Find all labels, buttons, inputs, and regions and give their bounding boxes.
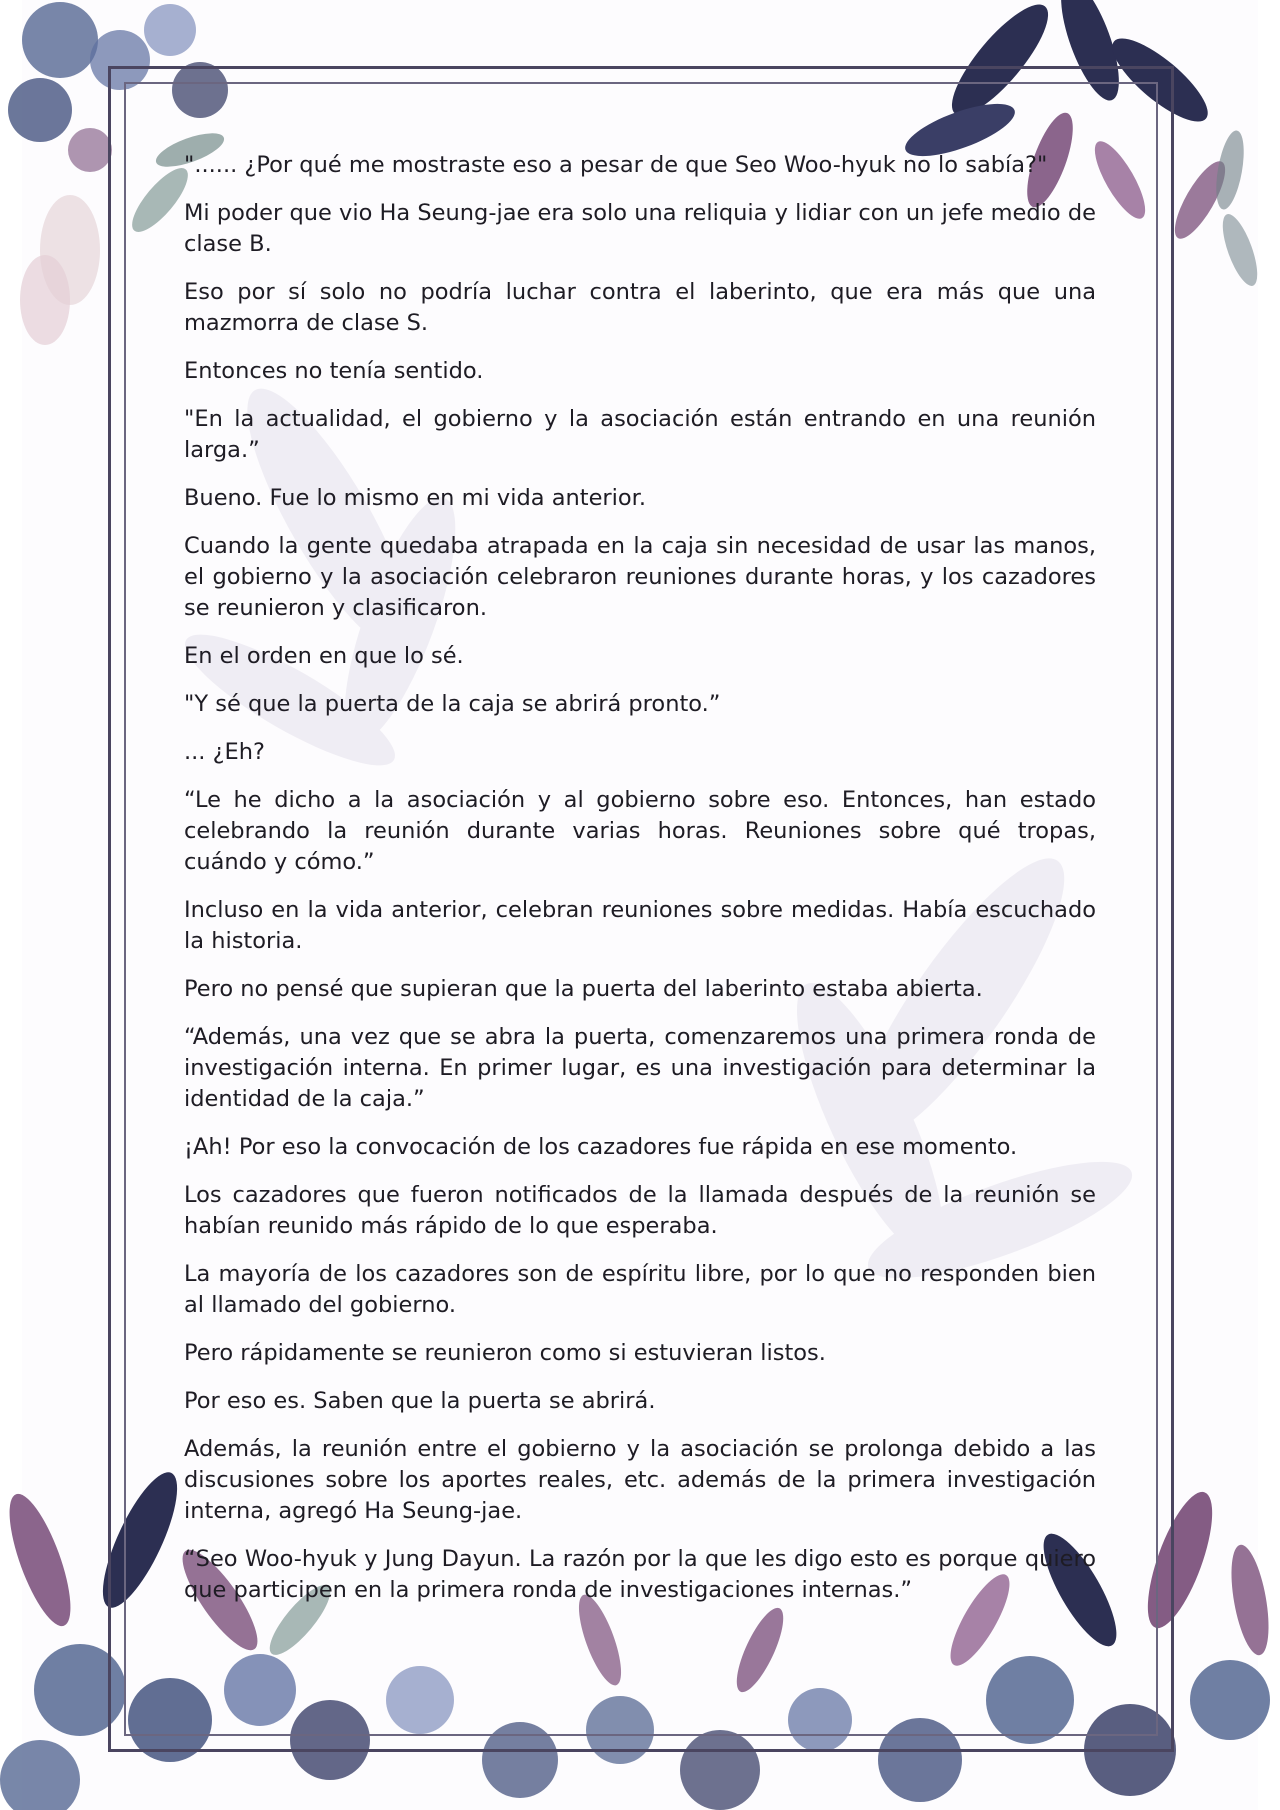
paragraph: "Y sé que la puerta de la caja se abrirá pronto.”: [184, 691, 721, 717]
paragraph: “Seo Woo-hyuk y Jung Dayun. La razón por la que les digo esto es porque quiero que participen en la primera ronda de investigaciones internas.”: [184, 1546, 1096, 1603]
paragraph: Los cazadores que fueron notificados de la llamada después de la reunión se habían reunido más rápido de lo que esperaba.: [184, 1182, 1096, 1239]
body-text: [184, 150, 1096, 1623]
paragraph: ¡Ah! Por eso la convocación de los cazadores fue rápida en ese momento.: [184, 1134, 1018, 1160]
paragraph: Entonces no tenía sentido.: [184, 358, 484, 384]
paragraph: Eso por sí solo no podría luchar contra el laberinto, que era más que una mazmorra de clase S.: [184, 279, 1096, 336]
paragraph: "En la actualidad, el gobierno y la asociación están entrando en una reunión larga.”: [184, 406, 1096, 463]
paragraph: Mi poder que vio Ha Seung-jae era solo una reliquia y lidiar con un jefe medio de clase B.: [184, 200, 1096, 257]
paragraph: “Le he dicho a la asociación y al gobierno sobre eso. Entonces, han estado celebrando la reunión durante varias horas. Reuniones sobre qué tropas, cuándo y cómo.”: [184, 787, 1096, 875]
paragraph: "...... ¿Por qué me mostraste eso a pesar de que Seo Woo-hyuk no lo sabía?": [184, 152, 1048, 178]
paragraph: Bueno. Fue lo mismo en mi vida anterior.: [184, 485, 647, 511]
paragraph: Cuando la gente quedaba atrapada en la caja sin necesidad de usar las manos, el gobierno y la asociación celebraron reuniones durante horas, y los cazadores se reunieron y clasificaron.: [184, 533, 1096, 621]
paragraph: Por eso es. Saben que la puerta se abrirá.: [184, 1388, 656, 1414]
paragraph: Pero no pensé que supieran que la puerta del laberinto estaba abierta.: [184, 976, 983, 1002]
paragraph: Además, la reunión entre el gobierno y la asociación se prolonga debido a las discusiones sobre los aportes reales, etc. además de la primera investigación interna, agregó Ha Seung-jae.: [184, 1436, 1096, 1524]
paragraph: En el orden en que lo sé.: [184, 643, 464, 669]
paragraph: La mayoría de los cazadores son de espíritu libre, por lo que no responden bien al llamado del gobierno.: [184, 1261, 1096, 1318]
paragraph: ... ¿Eh?: [184, 739, 265, 765]
paragraph: “Además, una vez que se abra la puerta, comenzaremos una primera ronda de investigación interna. En primer lugar, es una investigación para determinar la identidad de la caja.”: [184, 1024, 1096, 1112]
paragraph: Pero rápidamente se reunieron como si estuvieran listos.: [184, 1340, 826, 1366]
paragraph: Incluso en la vida anterior, celebran reuniones sobre medidas. Había escuchado la historia.: [184, 897, 1096, 954]
